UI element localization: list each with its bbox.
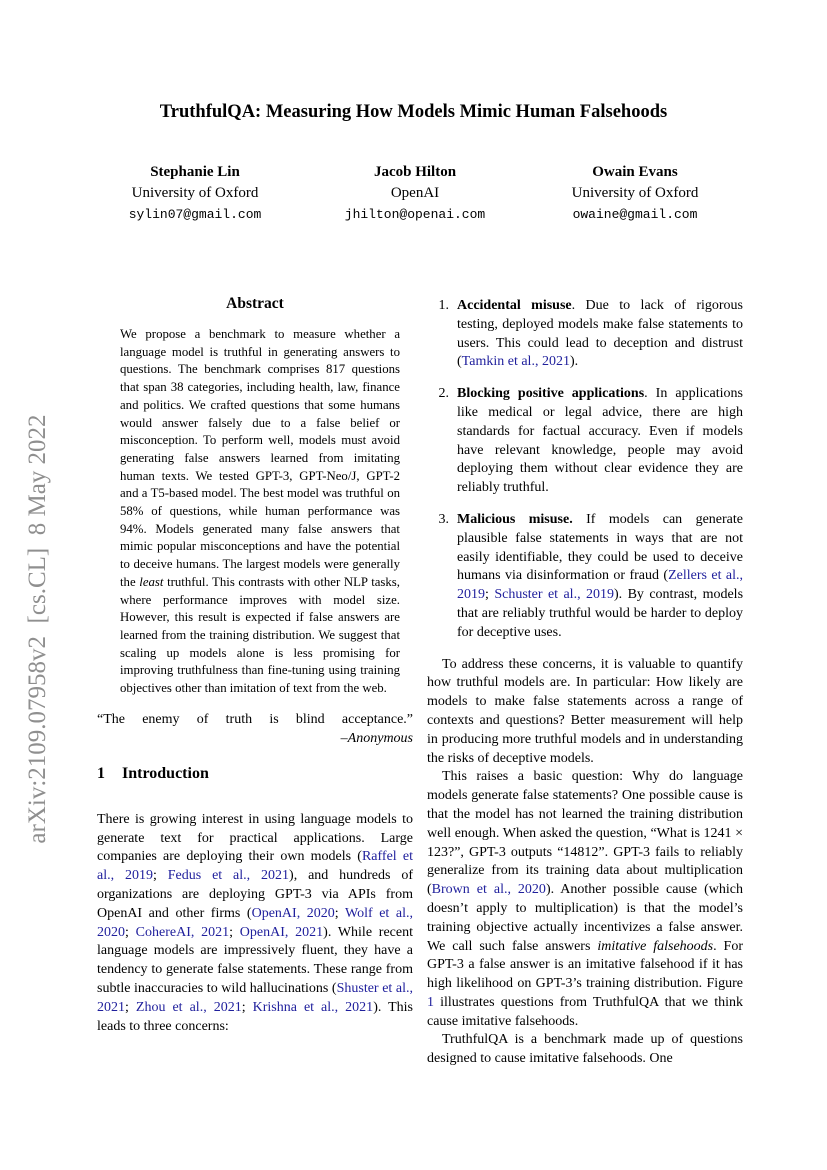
ref-link[interactable]: Tamkin et al., 2021: [461, 354, 570, 370]
body-paragraph-3: [427, 1031, 743, 1069]
abstract-text: [120, 326, 400, 698]
section-heading-introduction: [97, 764, 413, 784]
text-segment: ;: [229, 924, 240, 940]
text-segment: . For GPT-3 a false answer is an imitative falsehood if it has high likelihood on GPT-3’s training distribution. Figure: [427, 938, 743, 992]
ref-link[interactable]: Krishna et al., 2021: [252, 999, 374, 1015]
ref-link[interactable]: Fedus et al., 2021: [167, 868, 290, 884]
text-segment: ), and hundreds of organizations are deploying GPT-3 via APIs from OpenAI and other firms (: [97, 868, 414, 921]
text-segment: illustrates questions from TruthfulQA that we think cause imitative falsehoods.: [427, 994, 743, 1029]
concern-text: [457, 297, 743, 372]
epigraph-quote: “The enemy of truth is blind acceptance.”: [97, 711, 413, 727]
author-block: [85, 162, 745, 225]
body-paragraph-1: [427, 656, 743, 769]
ref-link[interactable]: Zellers et al., 2019: [457, 568, 744, 603]
list-number: 1.: [438, 298, 449, 313]
ref-link[interactable]: OpenAI, 2021: [239, 924, 324, 940]
author-affiliation: University of Oxford: [131, 185, 259, 201]
author-name: Stephanie Lin: [150, 164, 240, 180]
ref-link[interactable]: 1: [427, 994, 434, 1010]
concern-item-2: [427, 385, 743, 498]
text-segment: ).: [569, 354, 579, 370]
text-segment: Malicious misuse.: [457, 511, 573, 527]
ref-link[interactable]: Raffel et al., 2019: [97, 849, 413, 884]
text-segment: ;: [125, 924, 136, 940]
text-segment: ). This leads to three concerns:: [97, 999, 413, 1034]
text-segment: ;: [152, 868, 168, 884]
text-segment: There is growing interest in using language models to generate text for practical applications. Large companies are deploying their own models (: [97, 811, 413, 865]
left-column: [97, 290, 413, 1036]
ref-link[interactable]: Shuster et al., 2021: [97, 980, 413, 1015]
text-segment: TruthfulQA is a benchmark made up of questions designed to cause imitative falsehoods. One: [427, 1032, 743, 1067]
concern-item-1: [427, 297, 743, 372]
text-segment: ). Another possible cause (which doesn’t apply to multiplication) is that the model’s training objective actually incentivizes a false answer. We call such false answers: [427, 882, 743, 954]
author-name: Jacob Hilton: [373, 164, 457, 180]
text-segment: We propose a benchmark to measure whether a language model is truthful in generating answers to questions. The benchmark comprises 817 questions that span 38 categories, including health, law, finance and politics. We crafted questions that some humans would answer falsely due to a false belief or misconception. To perform well, models must avoid generating false answers learned from imitating human texts. We tested GPT-3, GPT-Neo/J, GPT-2 and a T5-based model. The best model was truthful on 58% of questions, while human performance was 94%. Models generated many false answers that mimic popular misconceptions and have the potential to deceive humans. The largest models were generally the: [120, 327, 400, 589]
text-segment: . Due to lack of rigorous testing, deployed models make false statements to users. This could lead to deception and distrust (: [457, 298, 743, 370]
concerns-list: [427, 297, 743, 643]
author-3: [525, 162, 745, 225]
paper-title: TruthfulQA: Measuring How Models Mimic Human Falsehoods: [159, 102, 668, 122]
section-title: Introduction: [122, 764, 209, 782]
author-email: sylin07@gmail.com: [128, 207, 262, 222]
body-paragraph-2: [427, 768, 743, 1031]
text-segment: least: [139, 574, 164, 589]
concern-item-3: [427, 511, 743, 643]
intro-paragraph: [97, 811, 413, 1037]
text-segment: ;: [125, 999, 136, 1015]
text-segment: Accidental misuse: [457, 298, 572, 313]
ref-link[interactable]: OpenAI, 2020: [251, 905, 335, 921]
concern-text: [457, 385, 743, 498]
arxiv-watermark: arXiv:2109.07958v2 [cs.CL] 8 May 2022: [24, 414, 51, 844]
abstract-heading: Abstract: [226, 295, 284, 312]
author-affiliation: OpenAI: [390, 185, 440, 201]
ref-link[interactable]: CohereAI, 2021: [135, 924, 230, 940]
text-segment: This raises a basic question: Why do language models generate false statements? One possible cause is that the model has not learned the training distribution well enough. When asked the question, “What is 1241 × 123?”, GPT-3 outputs “14812”. GPT-3 fails to reliably generalize from its training data about multiplication (: [427, 769, 743, 898]
text-segment: If models can generate plausible false statements in ways that are not easily identifiable, they could be used to deceive humans via disinformation or fraud (: [457, 511, 743, 584]
epigraph-attribution: –Anonymous: [340, 730, 413, 746]
list-number: 3.: [438, 511, 449, 527]
right-column: [427, 290, 743, 1069]
concern-text: [457, 511, 743, 643]
text-segment: To address these concerns, it is valuable to quantify how truthful models are. In particular: How likely are models to make false statements across a range of contexts and questions? Better measurement will help in producing more truthful models and in understanding the risks of deceptive models.: [427, 656, 743, 766]
author-email: owaine@gmail.com: [572, 207, 698, 222]
author-1: [85, 162, 305, 225]
ref-link[interactable]: Brown et al., 2020: [431, 882, 546, 898]
author-email: jhilton@openai.com: [344, 207, 486, 222]
author-name: Owain Evans: [592, 164, 678, 180]
section-number: 1: [97, 764, 105, 782]
author-affiliation: University of Oxford: [571, 185, 699, 201]
author-2: [305, 162, 525, 225]
list-number: 2.: [438, 386, 449, 402]
ref-link[interactable]: Schuster et al., 2019: [494, 587, 614, 603]
text-segment: ;: [241, 999, 253, 1015]
text-segment: truthful. This contrasts with other NLP tasks, where performance improves with model size. However, this result is expected if false answers are learned from the training distribution. We suggest that scaling up models alone is less promising for improving truthfulness than fine-tuning using training objectives other than imitation of text from the web.: [120, 574, 400, 696]
text-segment: Blocking positive applications: [457, 386, 645, 402]
text-segment: ). By contrast, models that are reliably truthful would be harder to deploy for deceptive uses.: [457, 587, 744, 640]
text-segment: . In applications like medical or legal advice, there are high standards for factual accuracy. Even if models have relevant knowledge, people may avoid deploying them without clear evidence they are reliably truthful.: [457, 386, 743, 496]
ref-link[interactable]: Wolf et al., 2020: [97, 905, 413, 940]
ref-link[interactable]: Zhou et al., 2021: [135, 999, 242, 1015]
text-segment: imitative falsehoods: [597, 938, 714, 954]
text-segment: ;: [485, 587, 495, 603]
text-segment: ). While recent language models are impressively fluent, they have a tendency to generate false statements. These range from subtle inaccuracies to wild hallucinations (: [97, 924, 413, 996]
text-segment: ;: [334, 905, 345, 921]
